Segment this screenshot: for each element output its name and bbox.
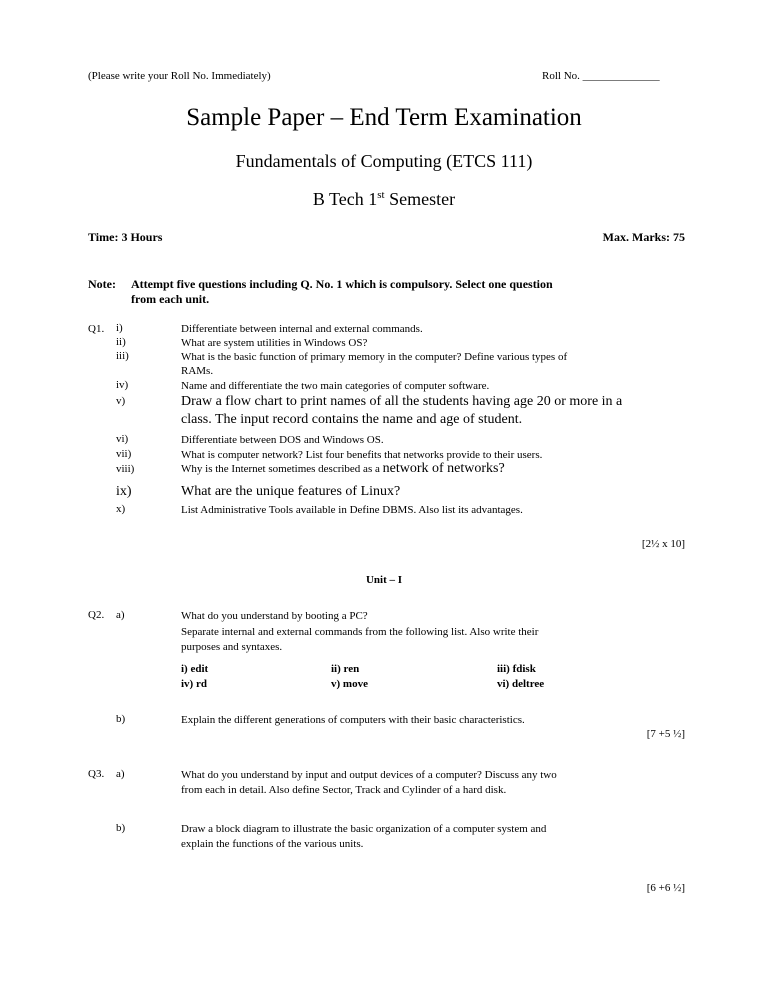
q1-item-num: i) (116, 322, 123, 334)
program-suffix: Semester (384, 189, 456, 209)
q1-item-text: What are system utilities in Windows OS? (181, 337, 368, 349)
time-label: Time: 3 Hours (88, 230, 163, 244)
q2-part-a-line: Separate internal and external commands from the following list. Also write their (181, 626, 539, 638)
q3-part-b-line: Draw a block diagram to illustrate the basic organization of a computer system and (181, 823, 547, 835)
command-item: iii) fdisk (497, 663, 536, 675)
q1-item-num: iii) (116, 350, 129, 362)
command-item: iv) rd (181, 678, 207, 690)
q1-item-num: ix) (116, 484, 132, 499)
max-marks-label: Max. Marks: 75 (602, 230, 685, 244)
command-item: v) move (331, 678, 368, 690)
note-line-2: from each unit. (131, 292, 210, 306)
roll-instruction: (Please write your Roll No. Immediately) (88, 70, 271, 82)
q3-part-a-line: from each in detail. Also define Sector, Track and Cylinder of a hard disk. (181, 784, 507, 796)
unit-heading: Unit – I (365, 574, 403, 586)
q1-item-num: iv) (116, 379, 129, 391)
q1-item-text: Draw a flow chart to print names of all the students having age 20 or more in a (181, 394, 623, 409)
note-label: Note: (88, 277, 116, 291)
q3-label: Q3. (88, 768, 105, 780)
q3-part-a-line: What do you understand by input and output devices of a computer? Discuss any two (181, 769, 557, 781)
q1-item-text: List Administrative Tools available in Define DBMS. Also list its advantages. (181, 504, 523, 516)
q1-item-text (181, 462, 686, 476)
q1-item-text-cont: class. The input record contains the name and age of student. (181, 412, 523, 427)
q3-marks: [6 +6 ½] (646, 882, 685, 894)
program-prefix: B Tech 1 (312, 189, 378, 209)
note-text (131, 277, 691, 307)
q2-part-a-line: What do you understand by booting a PC? (181, 610, 368, 622)
q1-item-text: Differentiate between internal and external commands. (181, 323, 423, 335)
q1-label: Q1. (88, 323, 105, 335)
roll-number-field: Roll No. ______________ (542, 70, 660, 82)
q3-part-b-label: b) (116, 822, 126, 834)
command-item: ii) ren (331, 663, 360, 675)
q3-part-b-line: explain the functions of the various units. (181, 838, 364, 850)
q1-marks: [2½ x 10] (641, 538, 685, 550)
note-line-1: Attempt five questions including Q. No. 1 which is compulsory. Select one question (131, 277, 553, 291)
q1-item-num: v) (116, 395, 126, 407)
q1-item-text: Differentiate between DOS and Windows OS. (181, 434, 384, 446)
command-item: i) edit (181, 663, 209, 675)
q2-part-a-label: a) (116, 609, 125, 621)
q1-item-text-emph: network of networks? (382, 461, 505, 476)
q1-item-num: vi) (116, 433, 129, 445)
q1-item-text: What is computer network? List four benefits that networks provide to their users. (181, 449, 543, 461)
q1-item-num: vii) (116, 448, 132, 460)
course-title: Fundamentals of Computing (ETCS 111) (235, 151, 533, 171)
q1-item-text: What are the unique features of Linux? (181, 484, 401, 499)
q2-part-a-line: purposes and syntaxes. (181, 641, 283, 653)
q3-part-a-label: a) (116, 768, 125, 780)
q1-item-num: x) (116, 503, 126, 515)
q1-item-num: ii) (116, 336, 126, 348)
q2-marks: [7 +5 ½] (646, 728, 685, 740)
program-sup: st (377, 189, 385, 201)
command-item: vi) deltree (497, 678, 545, 690)
q1-item-text-cont: RAMs. (181, 365, 214, 377)
q1-item-num: viii) (116, 463, 135, 475)
program-title (0, 189, 768, 210)
q1-item-text: Name and differentiate the two main categories of computer software. (181, 380, 490, 392)
q2-part-b-text: Explain the different generations of computers with their basic characteristics. (181, 714, 525, 726)
q1-item-text: What is the basic function of primary memory in the computer? Define various types of (181, 351, 568, 363)
page-title: Sample Paper – End Term Examination (186, 104, 582, 131)
q2-part-b-label: b) (116, 713, 126, 725)
q1-item-text-part: Why is the Internet sometimes described as a (181, 463, 383, 475)
q2-label: Q2. (88, 609, 105, 621)
